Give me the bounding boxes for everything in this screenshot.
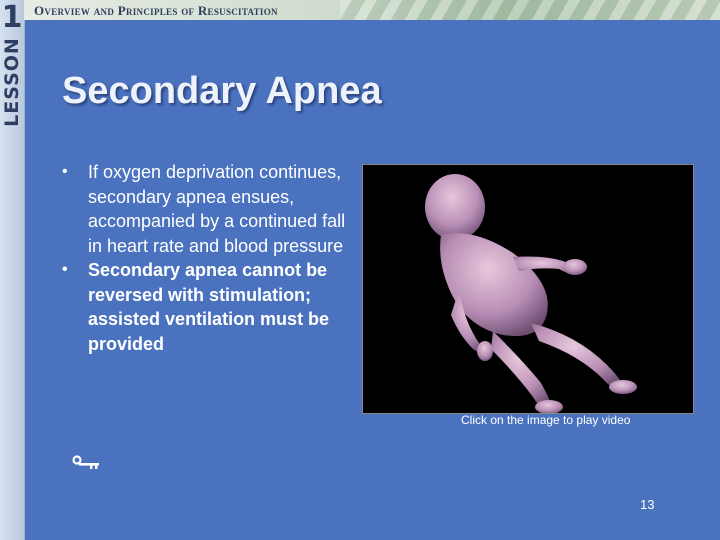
video-thumbnail[interactable] (362, 164, 694, 414)
bullet-text: If oxygen deprivation continues, secondary apnea ensues, accompanied by a continued fall in heart rate and blood pressure (88, 162, 346, 256)
bullet-list (60, 160, 360, 356)
lesson-number: 1 (1, 0, 23, 35)
infant-image (363, 165, 693, 413)
header-band (24, 0, 720, 20)
header-title: Overview and Principles of Resuscitation (34, 3, 278, 18)
key-icon[interactable] (72, 455, 100, 471)
page-number: 13 (640, 497, 655, 512)
bullet-dot-icon: • (62, 261, 68, 278)
slide-title: Secondary Apnea (62, 70, 382, 112)
bullet-dot-icon: • (62, 163, 68, 180)
lesson-label: LESSON (1, 37, 23, 127)
bullet-item (60, 160, 360, 258)
bullet-item (60, 258, 360, 356)
lesson-sidebar (0, 0, 25, 540)
video-caption: Click on the image to play video (461, 413, 631, 427)
bullet-text: Secondary apnea cannot be reversed with stimulation; assisted ventilation must be provided (88, 260, 330, 354)
